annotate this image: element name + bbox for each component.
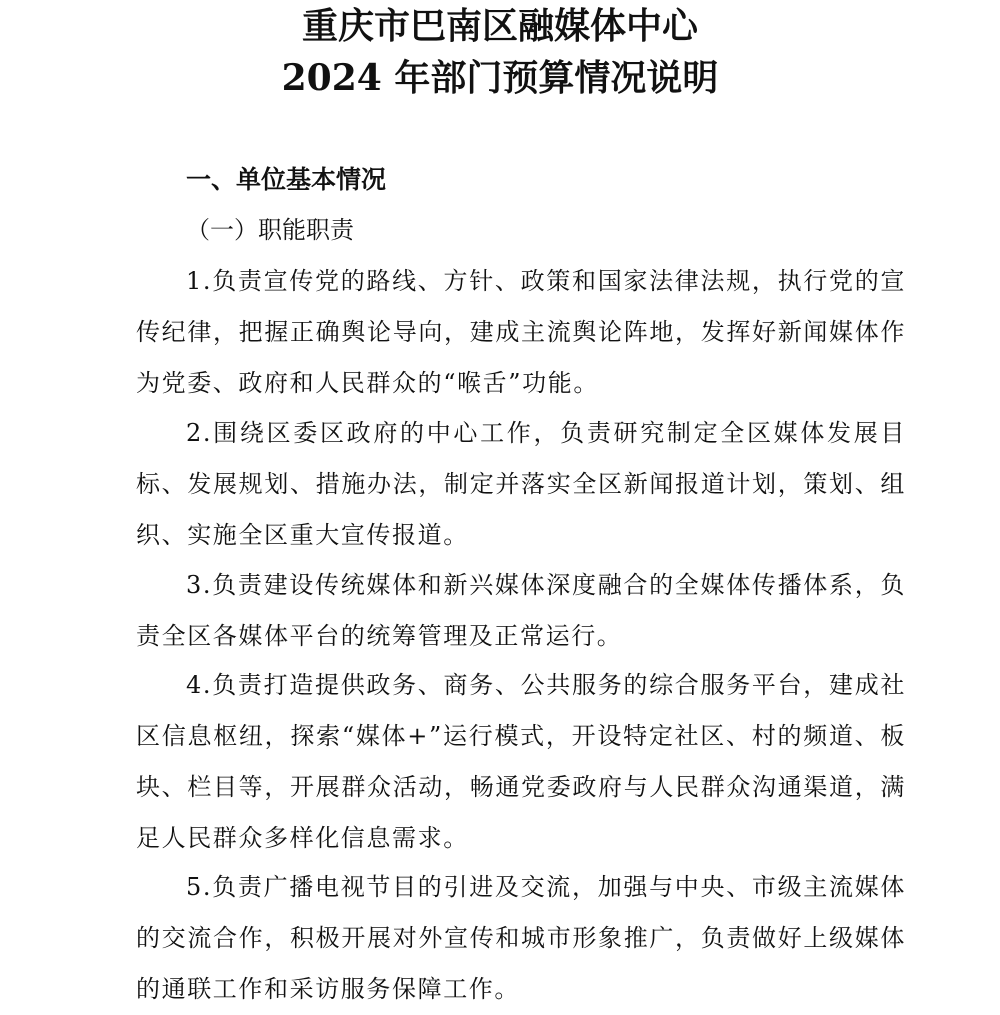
paragraph-duty-5: 5.负责广播电视节目的引进及交流，加强与中央、市级主流媒体的交流合作，积极开展对外宣传和城市形象推广，负责做好上级媒体的通联工作和采访服务保障工作。 bbox=[136, 873, 906, 1003]
document-title-line-2: 2024 年部门预算情况说明 bbox=[281, 57, 719, 99]
paragraph-duty-4: 4.负责打造提供政务、商务、公共服务的综合服务平台，建成社区信息枢纽，探索“媒体+”运行模式，开设特定社区、村的频道、板块、栏目等，开展群众活动，畅通党委政府与人民群众沟通渠道，满足人民群众多样化信息需求。 bbox=[136, 671, 906, 852]
paragraph-duty-1: 1.负责宣传党的路线、方针、政策和国家法律法规，执行党的宣传纪律，把握正确舆论导向，建成主流舆论阵地，发挥好新闻媒体作为党委、政府和人民群众的“喉舌”功能。 bbox=[136, 267, 906, 397]
subsection-heading: （一）职能职责 bbox=[186, 216, 354, 244]
document-title-line-1: 重庆市巴南区融媒体中心 bbox=[301, 5, 698, 47]
section-heading: 一、单位基本情况 bbox=[186, 165, 387, 194]
paragraph-duty-2: 2.围绕区委区政府的中心工作，负责研究制定全区媒体发展目标、发展规划、措施办法，制定并落实全区新闻报道计划，策划、组织、实施全区重大宣传报道。 bbox=[136, 419, 906, 549]
paragraph-duty-3: 3.负责建设传统媒体和新兴媒体深度融合的全媒体传播体系，负责全区各媒体平台的统筹管理及正常运行。 bbox=[136, 571, 906, 650]
